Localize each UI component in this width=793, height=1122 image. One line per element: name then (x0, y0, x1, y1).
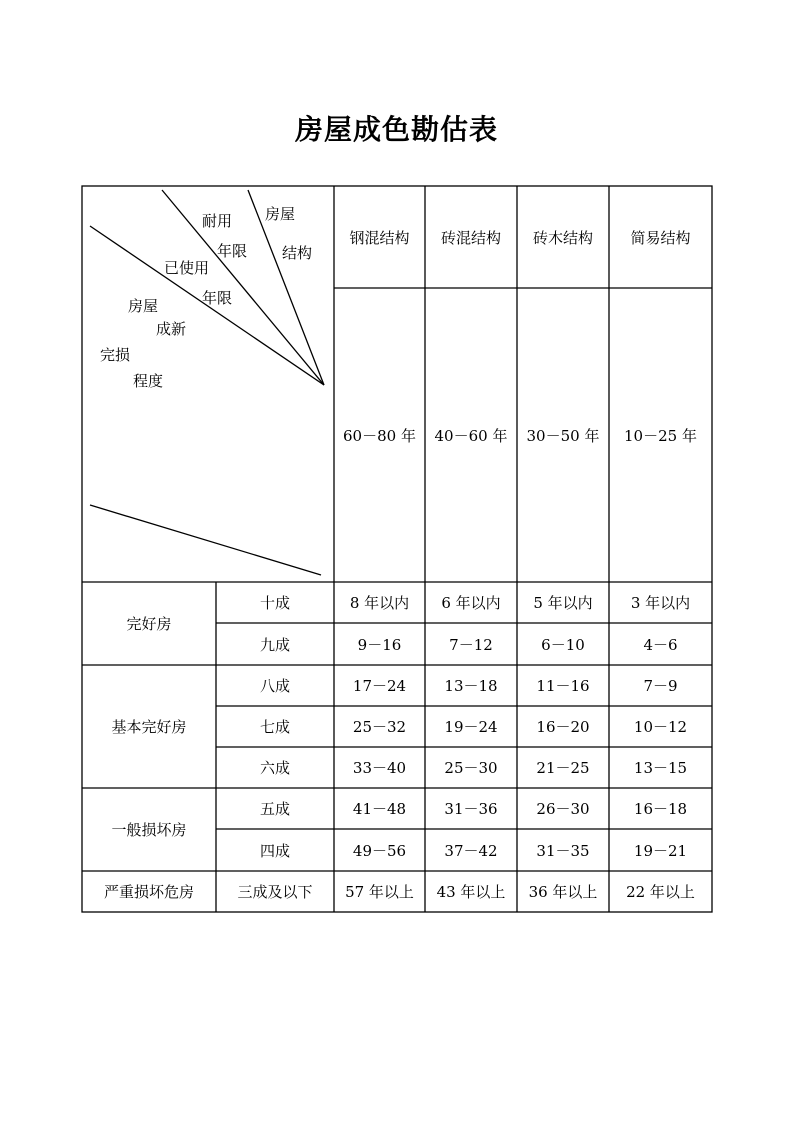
header-structure-brick-concrete: 砖混结构 (440, 228, 501, 247)
diag-label-damage-2: 程度 (133, 372, 164, 390)
grade-cell: 六成 (259, 759, 290, 777)
table-cell: 19－21 (633, 841, 688, 860)
table-cell: 10－12 (633, 718, 688, 736)
diagonal-line (90, 505, 321, 575)
design-life-brick-concrete: 40－60 年 (434, 426, 508, 445)
table-cell: 21－25 (536, 759, 590, 777)
table-cell: 37－42 (444, 841, 498, 860)
grade-cell: 八成 (259, 677, 290, 695)
group-label-severely-damaged: 严重损坏危房 (103, 883, 194, 901)
table-cell: 11－16 (536, 677, 590, 695)
diag-label-design-life-2: 年限 (217, 242, 248, 260)
table-cell: 31－35 (536, 841, 590, 860)
table-cell: 7－9 (643, 677, 678, 695)
table-cell: 6 年以内 (441, 594, 501, 612)
table-cell: 3 年以内 (630, 594, 691, 612)
grade-cell: 十成 (259, 594, 290, 612)
header-structure-rc: 钢混结构 (349, 228, 410, 247)
grade-cell: 四成 (259, 841, 290, 860)
header-structure-simple: 简易结构 (630, 228, 691, 247)
diag-label-used-2: 年限 (202, 289, 233, 307)
grade-cell: 五成 (259, 800, 290, 818)
table-cell: 43 年以上 (436, 883, 506, 901)
group-label-generally-damaged: 一般损坏房 (111, 821, 187, 839)
design-life-rc: 60－80 年 (343, 426, 416, 445)
table-cell: 9－16 (357, 635, 402, 654)
diagonal-line (162, 190, 324, 385)
table-cell: 8 年以内 (349, 594, 410, 612)
group-label-basically-intact: 基本完好房 (111, 718, 187, 736)
table-cell: 33－40 (352, 759, 407, 777)
diag-label-used-1: 已使用 (164, 259, 210, 277)
diag-label-design-life-1: 耐用 (202, 212, 233, 230)
table-cell: 19－24 (444, 718, 498, 736)
document-title: 房屋成色勘估表 (294, 113, 498, 146)
diag-label-newness-2: 成新 (156, 320, 187, 338)
table-cell: 25－32 (352, 718, 407, 736)
diag-label-structure-1: 房屋 (265, 205, 296, 223)
diag-label-newness-1: 房屋 (128, 297, 159, 315)
group-label-intact: 完好房 (126, 615, 172, 633)
diag-label-damage-1: 完损 (100, 346, 131, 364)
table-cell: 41－48 (352, 800, 407, 818)
table-cell: 17－24 (352, 677, 407, 695)
table-cell: 6－10 (541, 635, 585, 654)
table-cell: 25－30 (444, 759, 498, 777)
grade-cell: 三成及以下 (237, 883, 313, 901)
diag-label-structure-2: 结构 (282, 244, 313, 262)
table-cell: 57 年以上 (345, 883, 414, 901)
table-cell: 4－6 (643, 635, 678, 654)
table-cell: 13－18 (444, 677, 498, 695)
table-cell: 5 年以内 (533, 594, 593, 612)
table-cell: 7－12 (449, 635, 493, 654)
table-cell: 26－30 (536, 800, 590, 818)
header-structure-brick-wood: 砖木结构 (532, 228, 593, 247)
grade-cell: 九成 (259, 635, 290, 654)
design-life-brick-wood: 30－50 年 (526, 426, 600, 445)
design-life-simple: 10－25 年 (624, 426, 697, 445)
table-cell: 49－56 (352, 841, 407, 860)
grade-cell: 七成 (259, 718, 290, 736)
table-cell: 36 年以上 (528, 883, 598, 901)
table-cell: 31－36 (444, 800, 498, 818)
table-cell: 13－15 (633, 759, 688, 777)
table-cell: 16－20 (536, 718, 590, 736)
table-cell: 16－18 (633, 800, 688, 818)
table-cell: 22 年以上 (626, 883, 695, 901)
